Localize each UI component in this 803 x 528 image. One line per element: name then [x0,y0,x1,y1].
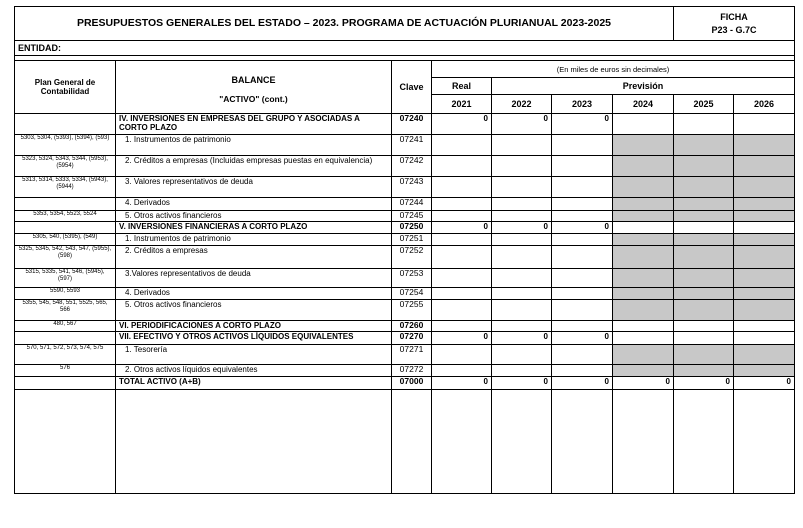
value-cell[interactable] [734,234,795,246]
value-cell[interactable] [613,365,674,377]
value-cell[interactable]: 0 [492,332,552,345]
pgc-accounts: 480, 567 [15,321,116,332]
value-cell[interactable] [734,288,795,300]
concept-label: 3. Valores representativos de deuda [116,177,392,198]
clave-code: 07241 [392,135,432,156]
value-cell[interactable] [552,321,613,332]
value-cell[interactable] [613,234,674,246]
pgc-header: Plan General de Contabilidad [15,61,116,114]
form-frame [14,6,794,522]
value-cell[interactable] [552,246,613,269]
value-cell[interactable] [552,300,613,321]
value-cell[interactable] [492,177,552,198]
balance-row [15,269,795,288]
value-cell[interactable]: 0 [552,222,613,234]
value-cell[interactable] [734,300,795,321]
activo-subtitle: "ACTIVO" (cont.) [219,94,288,104]
value-cell[interactable] [552,288,613,300]
value-cell[interactable] [734,345,795,365]
value-cell[interactable] [674,321,734,332]
clave-code: 07000 [392,377,432,390]
balance-row [15,156,795,177]
value-cell[interactable] [432,135,492,156]
pgc-accounts: 5305, 540, (5395), (549) [15,234,116,246]
value-cell[interactable] [734,321,795,332]
clave-code: 07271 [392,345,432,365]
value-cell[interactable] [492,345,552,365]
value-cell[interactable] [432,365,492,377]
balance-row [15,365,795,377]
balance-row [15,234,795,246]
value-cell[interactable] [492,198,552,211]
concept-label: VII. EFECTIVO Y OTROS ACTIVOS LÍQUIDOS EQUIVALENTES [116,332,392,345]
year-header: 2025 [674,95,734,114]
concept-label: 3.Valores representativos de deuda [116,269,392,288]
value-cell[interactable] [674,135,734,156]
value-cell[interactable] [492,321,552,332]
value-cell[interactable] [432,246,492,269]
clave-code: 07251 [392,234,432,246]
entidad-label: ENTIDAD: [15,41,795,56]
clave-code: 07243 [392,177,432,198]
pgc-accounts [15,332,116,345]
concept-label: 1. Tesorería [116,345,392,365]
clave-code: 07252 [392,246,432,269]
value-cell[interactable] [613,114,674,135]
value-cell[interactable] [734,332,795,345]
value-cell[interactable] [734,114,795,135]
pgc-accounts: 5323, 5324, 5343, 5344, (5953), (5954) [15,156,116,177]
value-cell[interactable] [613,345,674,365]
value-cell[interactable] [674,345,734,365]
value-cell[interactable] [432,321,492,332]
value-cell[interactable] [492,156,552,177]
balance-row [15,345,795,365]
value-cell[interactable] [552,345,613,365]
pgc-accounts [15,198,116,211]
concept-label: TOTAL ACTIVO (A+B) [116,377,392,390]
value-cell[interactable] [674,300,734,321]
value-cell[interactable] [674,177,734,198]
ficha-label: FICHA [720,11,748,22]
value-cell[interactable] [432,156,492,177]
clave-code: 07250 [392,222,432,234]
value-cell[interactable] [432,198,492,211]
value-cell[interactable]: 0 [734,377,795,390]
value-cell[interactable] [674,211,734,222]
value-cell[interactable] [613,135,674,156]
value-cell[interactable] [674,246,734,269]
clave-code: 07245 [392,211,432,222]
value-cell[interactable] [432,300,492,321]
blank-cell [392,390,432,494]
balance-row [15,246,795,269]
pgc-accounts: 570, 571, 572, 573, 574, 575 [15,345,116,365]
clave-code: 07254 [392,288,432,300]
value-cell[interactable] [432,211,492,222]
pgc-accounts [15,114,116,135]
value-cell[interactable] [674,156,734,177]
clave-code: 07240 [392,114,432,135]
year-header: 2024 [613,95,674,114]
value-cell[interactable] [432,234,492,246]
balance-row [15,222,795,234]
value-cell[interactable]: 0 [674,377,734,390]
clave-code: 07272 [392,365,432,377]
balance-row [15,300,795,321]
pgc-accounts: 5353, 5354, 5523, 5524 [15,211,116,222]
value-cell[interactable] [492,246,552,269]
concept-label: IV. INVERSIONES EN EMPRESAS DEL GRUPO Y ASOCIADAS A CORTO PLAZO [116,114,392,135]
value-cell[interactable] [492,211,552,222]
value-cell[interactable] [552,365,613,377]
value-cell[interactable]: 0 [552,332,613,345]
concept-label: VI. PERIODIFICACIONES A CORTO PLAZO [116,321,392,332]
value-cell[interactable]: 0 [432,332,492,345]
value-cell[interactable] [432,288,492,300]
blank-cell [492,390,552,494]
value-cell[interactable]: 0 [492,377,552,390]
value-cell[interactable] [552,198,613,211]
blank-cell [116,390,392,494]
balance-row [15,135,795,156]
value-cell[interactable]: 0 [432,377,492,390]
value-cell[interactable] [492,234,552,246]
concept-label: 2. Créditos a empresas [116,246,392,269]
value-cell[interactable] [613,246,674,269]
value-cell[interactable] [613,156,674,177]
pgc-accounts: 5325, 5345, 542, 543, 547, (5955), (598) [15,246,116,269]
clave-code: 07255 [392,300,432,321]
value-cell[interactable] [492,300,552,321]
balance-title: BALANCE [231,75,276,85]
value-cell[interactable] [734,177,795,198]
year-header: 2026 [734,95,795,114]
pgc-accounts: 5315, 5335, 541, 546, (5945), (597) [15,269,116,288]
clave-header: Clave [392,61,432,114]
value-cell[interactable] [432,269,492,288]
real-header: Real [432,78,492,95]
concept-label: V. INVERSIONES FINANCIERAS A CORTO PLAZO [116,222,392,234]
value-cell[interactable] [734,211,795,222]
concept-label: 4. Derivados [116,198,392,211]
pgc-accounts: 5303, 5304, (5393), (5394), (593) [15,135,116,156]
concept-label: 5. Otros activos financieros [116,211,392,222]
year-header: 2021 [432,95,492,114]
balance-row [15,332,795,345]
value-cell[interactable] [552,234,613,246]
value-cell[interactable] [734,222,795,234]
value-cell[interactable] [613,288,674,300]
value-cell[interactable] [552,177,613,198]
blank-cell [674,390,734,494]
value-cell[interactable]: 0 [613,377,674,390]
value-cell[interactable] [613,269,674,288]
value-cell[interactable] [674,222,734,234]
units-note: (En miles de euros sin decimales) [432,61,795,78]
year-header: 2022 [492,95,552,114]
concept-label: 4. Derivados [116,288,392,300]
year-header: 2023 [552,95,613,114]
value-cell[interactable]: 0 [492,114,552,135]
balance-row [15,114,795,135]
balance-row [15,211,795,222]
value-cell[interactable] [613,321,674,332]
form-title: PRESUPUESTOS GENERALES DEL ESTADO – 2023. PROGRAMA DE ACTUACIÓN PLURIANUAL 2023-2025 [15,7,674,41]
value-cell[interactable] [613,222,674,234]
value-cell[interactable] [552,135,613,156]
blank-cell [613,390,674,494]
prevision-header: Previsión [492,78,795,95]
balance-row [15,198,795,211]
clave-code: 07270 [392,332,432,345]
clave-code: 07244 [392,198,432,211]
pgc-accounts: 576 [15,365,116,377]
value-cell[interactable] [674,114,734,135]
value-cell[interactable] [552,269,613,288]
value-cell[interactable] [492,288,552,300]
value-cell[interactable] [552,211,613,222]
concept-label: 1. Instrumentos de patrimonio [116,135,392,156]
balance-row [15,177,795,198]
value-cell[interactable] [432,177,492,198]
balance-row [15,377,795,390]
value-cell[interactable] [552,156,613,177]
blank-cell [552,390,613,494]
blank-cell [15,390,116,494]
blank-cell [432,390,492,494]
clave-code: 07242 [392,156,432,177]
value-cell[interactable]: 0 [552,114,613,135]
concept-label: 1. Instrumentos de patrimonio [116,234,392,246]
value-cell[interactable] [734,156,795,177]
pgc-accounts: 5590, 5593 [15,288,116,300]
blank-cell [734,390,795,494]
value-cell[interactable]: 0 [492,222,552,234]
clave-code: 07253 [392,269,432,288]
ficha-box [674,7,795,41]
value-cell[interactable] [613,300,674,321]
value-cell[interactable] [674,288,734,300]
pgc-accounts [15,377,116,390]
concept-label: 2. Otros activos líquidos equivalentes [116,365,392,377]
concept-label: 2. Créditos a empresas (Incluidas empresas puestas en equivalencia) [116,156,392,177]
blank-area [15,390,795,494]
value-cell[interactable]: 0 [432,222,492,234]
value-cell[interactable] [613,177,674,198]
value-cell[interactable] [674,269,734,288]
value-cell[interactable]: 0 [552,377,613,390]
value-cell[interactable] [492,269,552,288]
value-cell[interactable] [432,345,492,365]
concept-label: 5. Otros activos financieros [116,300,392,321]
value-cell[interactable] [734,198,795,211]
balance-header [116,61,392,114]
value-cell[interactable] [734,135,795,156]
value-cell[interactable] [734,365,795,377]
value-cell[interactable] [613,198,674,211]
pgc-accounts: 5355, 545, 548, 551, 5525, 565, 566 [15,300,116,321]
value-cell[interactable] [674,234,734,246]
value-cell[interactable] [674,332,734,345]
pgc-accounts: 5313, 5314, 5333, 5334, (5943), (5944) [15,177,116,198]
value-cell[interactable] [674,198,734,211]
balance-row [15,321,795,332]
clave-code: 07260 [392,321,432,332]
value-cell[interactable]: 0 [432,114,492,135]
value-cell[interactable] [734,246,795,269]
pgc-accounts [15,222,116,234]
value-cell[interactable] [613,211,674,222]
value-cell[interactable] [613,332,674,345]
balance-row [15,288,795,300]
ficha-code: P23 - G.7C [711,24,757,35]
value-cell[interactable] [674,365,734,377]
value-cell[interactable] [492,135,552,156]
balance-table [14,6,795,494]
value-cell[interactable] [492,365,552,377]
value-cell[interactable] [734,269,795,288]
